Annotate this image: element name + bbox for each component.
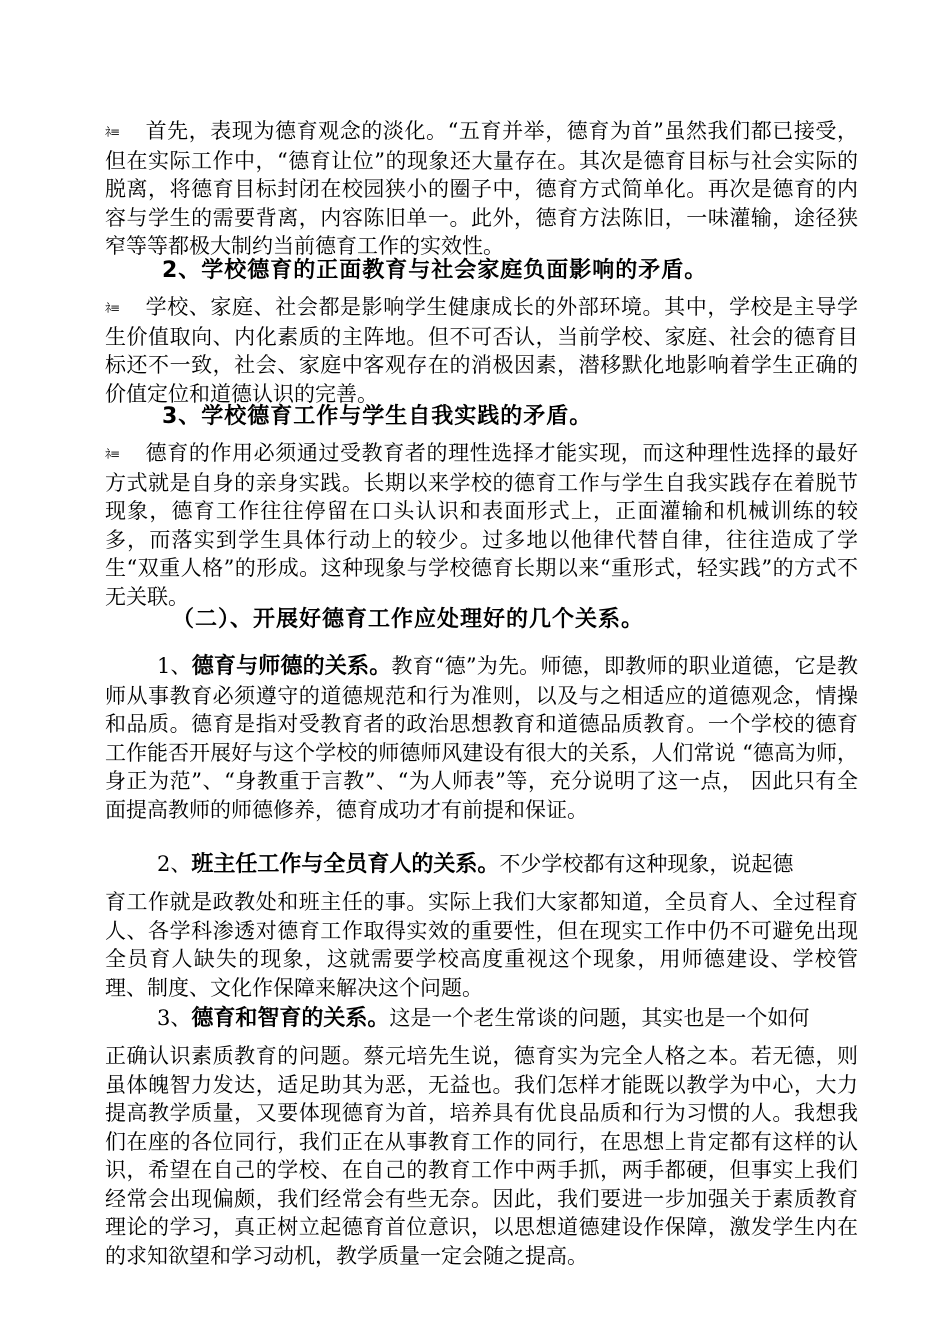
paragraph-text: 首先，表现为德育观念的淡化。“五育并举，德育为首”虽然我们都已接受，但在实际工作中，“德育让位”的现象还大量存在。其次是德育目标与社会实际的脱离，将德育目标封闭在校园狭小的圈子中，德育方式简单化。再次是德育的内容与学生的需要背离，内容陈旧单一。此外，德育方法陈旧，一味灌输，途径狭窄等等都极大制约当前德育工作的实效性。 xyxy=(105,119,858,258)
paragraph-relation-2-body: 育工作就是政教处和班主任的事。实际上我们大家都知道，全员育人、全过程育人、各学科渗透对德育工作取得实效的重要性，但在现实工作中仍不可避免出现全员育人缺失的现象，这就需要学校高度重视这个现象，用师德建设、学校管理、制度、文化作保障来解决这个问题。 xyxy=(105,890,858,1000)
paragraph-intro xyxy=(105,117,858,261)
paragraph-contradiction-2 xyxy=(105,293,858,408)
paragraph-marker: ﾈ≡ xyxy=(105,447,120,461)
item-number: 3、 xyxy=(157,1006,192,1030)
item-title: 班主任工作与全员育人的关系。 xyxy=(191,852,500,877)
paragraph-relation-2-lead xyxy=(105,850,858,880)
paragraph-contradiction-3 xyxy=(105,439,858,611)
paragraph-text: 德育的作用必须通过受教育者的理性选择才能实现，而这种理性选择的最好方式就是自身的亲身实践。长期以来学校的德育工作与学生自我实践存在着脱节现象，德育工作往往停留在口头认识和表面形式上，正面灌输和机械训练的较多，而落实到学生具体行动上的较少。过多地以他律代替自律，往往造成了学生“双重人格”的形成。这种现象与学校德育长期以来“重形式，轻实践”的方式不无关联。 xyxy=(105,441,858,609)
item-title: 德育和智育的关系。 xyxy=(191,1006,390,1031)
item-number: 2、 xyxy=(157,852,192,876)
paragraph-marker: ﾈ≡ xyxy=(105,125,120,139)
item-text: 这是一个老生常谈的问题，其实也是一个如何 xyxy=(389,1006,810,1030)
item-title: 德育与师德的关系。 xyxy=(191,654,392,679)
heading-contradiction-2: 2、学校德育的正面教育与社会家庭负面影响的矛盾。 xyxy=(162,258,708,283)
heading-section-2: （二）、开展好德育工作应处理好的几个关系。 xyxy=(172,607,645,632)
heading-contradiction-3: 3、学校德育工作与学生自我实践的矛盾。 xyxy=(162,404,593,429)
paragraph-marker: ﾈ≡ xyxy=(105,301,120,315)
paragraph-relation-3-lead xyxy=(105,1004,858,1034)
item-number: 1、 xyxy=(157,654,192,678)
paragraph-relation-3-body: 正确认识素质教育的问题。蔡元培先生说，德育实为完全人格之本。若无德，则虽体魄智力发达，适足助其为恶，无益也。我们怎样才能既以教学为中心，大力提高教学质量，又要体现德育为首，培养具有优良品质和行为习惯的人。我想我们在座的各位同行，我们正在从事教育工作的同行，在思想上肯定都有这样的认识，希望在自己的学校、在自己的教育工作中两手抓，两手都硬，但事实上我们经常会出现偏颇，我们经常会有些无奈。因此，我们要进一步加强关于素质教育理论的学习，真正树立起德育首位意识，以思想道德建设作保障，激发学生内在的求知欲望和学习动机，教学质量一定会随之提高。 xyxy=(105,1044,858,1268)
item-text: 不少学校都有这种现象，说起德 xyxy=(499,852,794,876)
item-text: 教育“德”为先。师德，即教师的职业道德，它是教师从事教育必须遵守的道德规范和行为准则，以及与之相适应的道德观念，情操和品质。德育是指对受教育者的政治思想教育和道德品质教育。一个学校的德育工作能否开展好与这个学校的师德师风建设有很大的关系，人们常说 “德高为师，身正为范”、“身教重于言教”、“为人师表”等，充分说明了这一点， 因此只有全面提高教师的师德修养，德育成功才有前提和保证。 xyxy=(105,654,858,822)
paragraph-relation-1 xyxy=(105,652,858,824)
paragraph-text: 学校、家庭、社会都是影响学生健康成长的外部环境。其中，学校是主导学生价值取向、内化素质的主阵地。但不可否认，当前学校、家庭、社会的德育目标还不一致，社会、家庭中客观存在的消极因素，潜移默化地影响着学生正确的价值定位和道德认识的完善。 xyxy=(105,295,858,406)
